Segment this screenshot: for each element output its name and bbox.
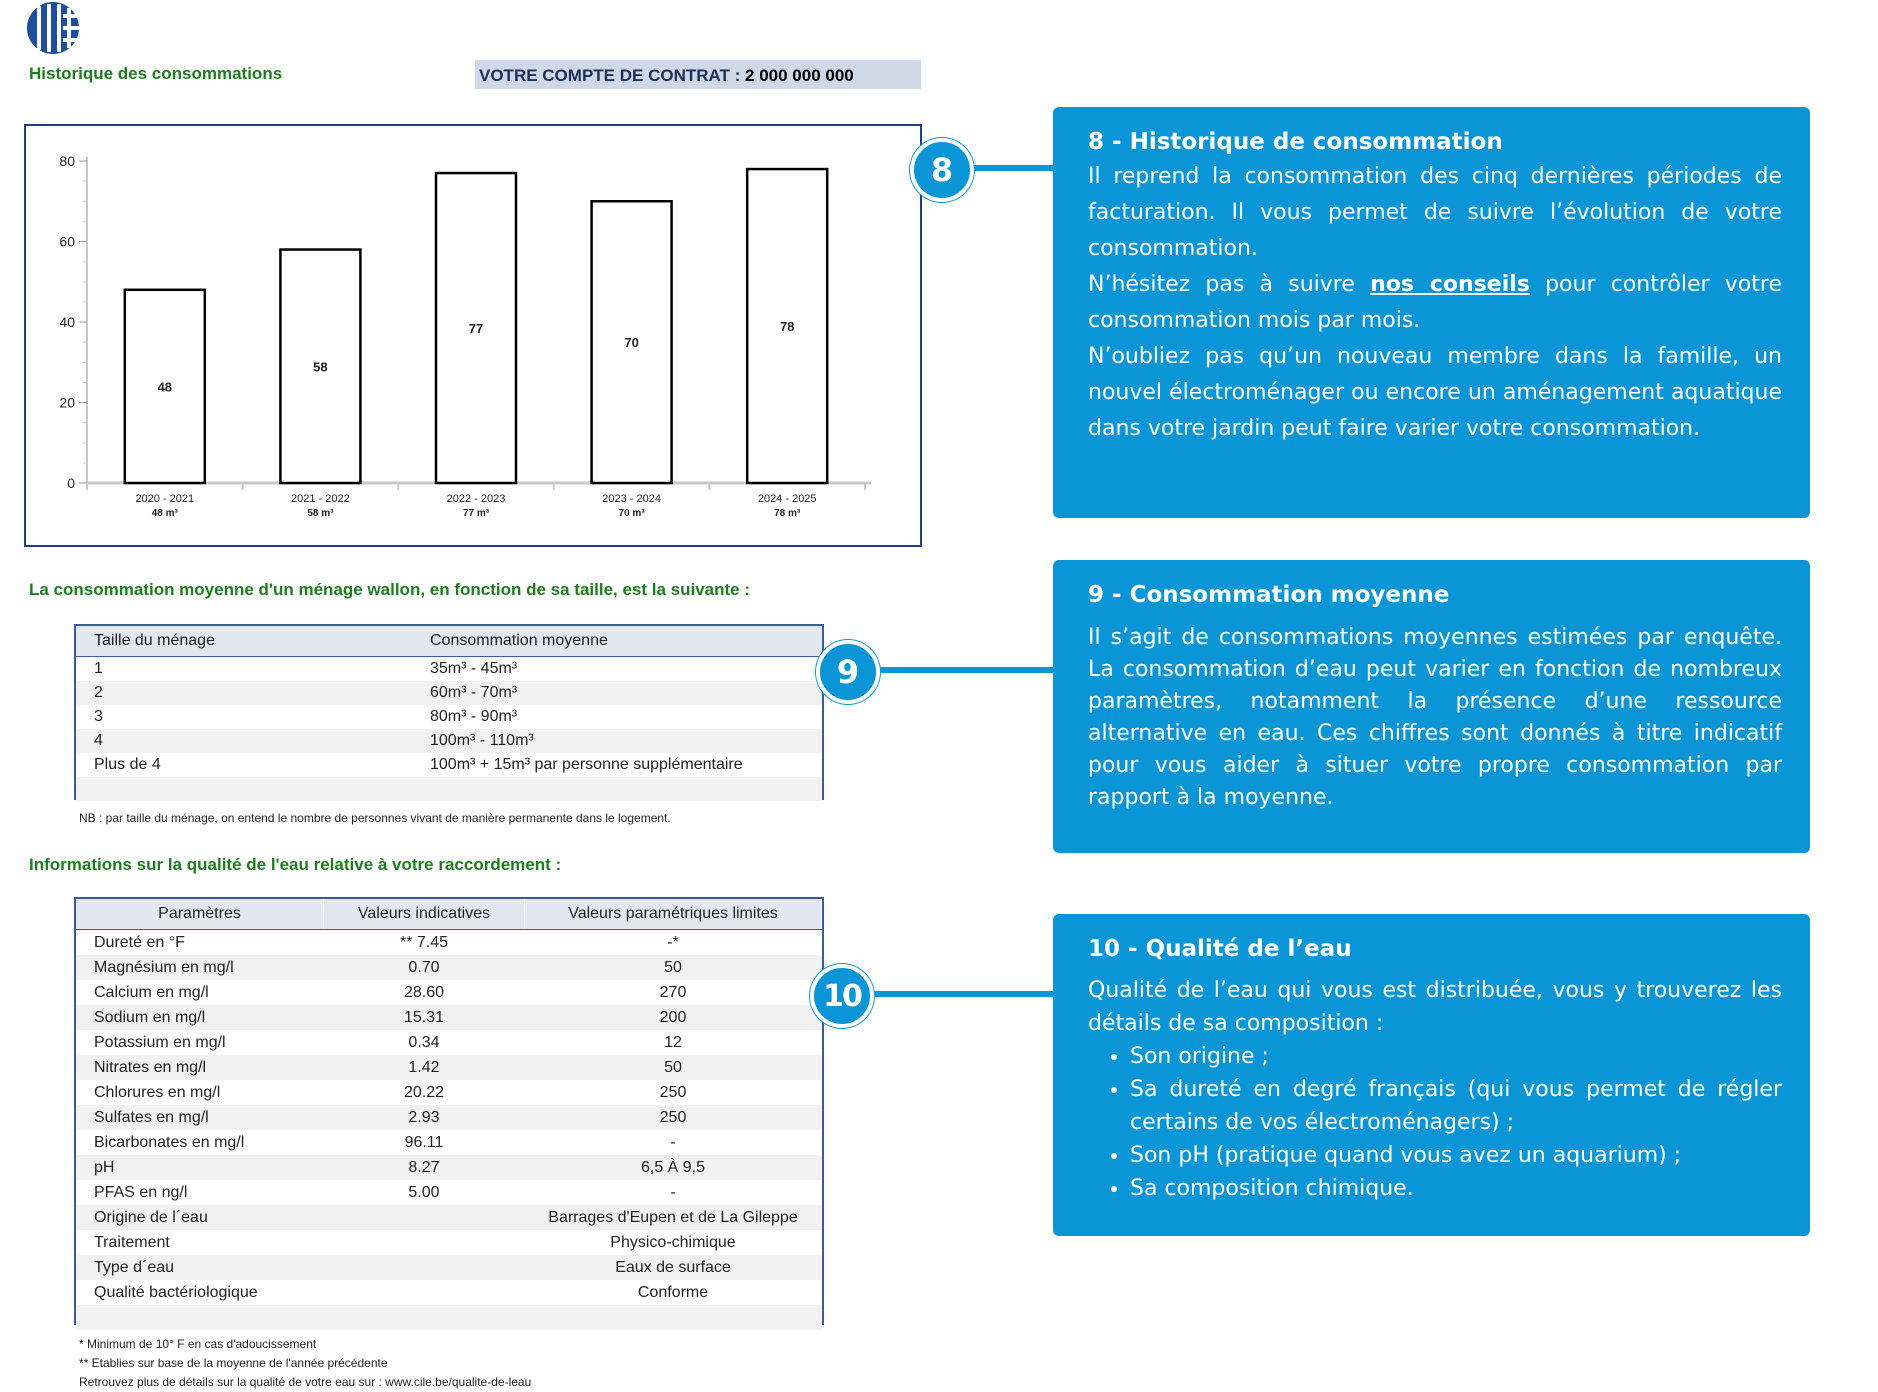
callout-8-p2-after: pour contrôler votre consommation mois par mois. [1088,272,1782,333]
x-tick-label: 2022 - 2023 [446,493,506,505]
quality-indicative-cell: 15.31 [324,1005,525,1030]
connector-10 [865,991,1055,997]
household-size-cell: Plus de 4 [94,756,161,773]
quality-intro: Informations sur la qualité de l'eau relative à votre raccordement : [29,855,562,874]
connector-9 [870,667,1055,673]
household-note: NB : par taille du ménage, on entend le nombre de personnes vivant de manière permanente dans le logement. [79,811,671,825]
callout-8-p2 [1088,267,1782,339]
quality-indicative-cell [324,1280,525,1305]
x-tick-sublabel: 58 m³ [307,508,334,519]
history-title: Historique des consommations [29,64,283,83]
quality-parameter-cell: Chlorures en mg/l [94,1083,221,1101]
y-tick-label: 0 [67,475,75,491]
quality-limit-cell: Barrages d'Eupen et de La Gileppe [525,1205,822,1230]
quality-parameter-cell: Qualité bactériologique [94,1283,258,1301]
quality-parameter-cell: Type d´eau [76,1255,324,1280]
callout-10-item: • Son origine ; [1130,1040,1782,1073]
quality-limit-cell: - [670,1183,676,1201]
bar-data-label: 78 [779,319,795,335]
quality-indicative-cell [324,1205,525,1230]
household-consumption-cell: 100m³ - 110m³ [412,729,822,753]
quality-indicative-cell: 1.42 [324,1055,525,1080]
quality-indicative-cell: 5.00 [408,1183,440,1201]
quality-parameter-cell: Sodium en mg/l [76,1005,324,1030]
quality-indicative-cell [324,1230,525,1255]
quality-header-limit: Valeurs paramétriques limites [525,899,822,930]
x-tick-label: 2021 - 2022 [291,493,350,505]
quality-row [76,1280,822,1305]
household-row [76,705,822,729]
quality-parameter-cell: Sulfates en mg/l [76,1105,324,1130]
household-header-consumption: Consommation moyenne [412,626,822,657]
y-tick-label: 80 [59,153,75,169]
household-consumption-cell: 35m³ - 45m³ [430,660,518,677]
quality-header-indicative: Valeurs indicatives [324,899,525,930]
quality-indicative-cell: 0.34 [408,1033,440,1051]
callout-10-item: • Sa dureté en degré français (qui vous permet de régler certains de vos électroménagers) ; [1130,1073,1782,1139]
quality-limit-cell: 50 [525,955,822,980]
contract-number: 2 000 000 000 [745,66,854,85]
callout-9 [1053,560,1810,853]
y-tick-label: 40 [59,314,75,330]
quality-parameter-cell: Origine de l´eau [76,1205,324,1230]
callout-10-p1: Qualité de l’eau qui vous est distribuée, vous y trouverez les détails de sa composition : [1088,978,1782,1036]
callout-8-p2-before: N’hésitez pas à suivre [1088,272,1371,297]
x-tick-sublabel: 78 m³ [774,508,801,519]
quality-limit-cell: Physico-chimique [610,1233,736,1251]
quality-row [76,1305,822,1330]
callout-8-p3: N’oubliez pas qu’un nouveau membre dans la famille, un nouvel électroménager ou encore un aménagement aquatique dans votre jardin peut faire varier votre consommation. [1088,344,1782,441]
household-size-cell: 1 [94,660,103,677]
quality-row [76,1230,822,1255]
quality-limit-cell: - [670,1133,676,1151]
callout-9-title: 9 - Consommation moyenne [1088,582,1450,608]
quality-parameter-cell: Potassium en mg/l [94,1033,226,1051]
quality-indicative-cell: ** 7.45 [399,933,449,951]
callout-10-title: 10 - Qualité de l’eau [1088,936,1352,962]
quality-parameter-cell: pH [76,1155,324,1180]
household-row [76,753,822,777]
callout-9-p1: Il s’agit de consommations moyennes estimées par enquête. La consommation d’eau peut varier en fonction de nombreux paramètres, notamment la présence d’une ressource alternative en eau. Ces chiffres sont donnés à titre indicatif pour vous aider à situer votre propre consommation par rapport à la moyenne. [1088,625,1782,810]
x-tick-sublabel: 70 m³ [618,508,645,519]
quality-row [76,1205,822,1230]
quality-limit-cell: 6,5 À 9,5 [525,1155,822,1180]
bar-data-label: 48 [157,379,173,395]
quality-row [76,1055,822,1080]
household-row [76,729,822,753]
quality-limit-cell [525,1305,822,1330]
y-tick-label: 20 [59,394,75,411]
quality-parameter-cell: Nitrates en mg/l [76,1055,324,1080]
quality-indicative-cell: 8.27 [324,1155,525,1180]
quality-table [74,897,824,1325]
x-tick-label: 2023 - 2024 [602,493,661,505]
quality-indicative-cell: 28.60 [403,983,445,1001]
callout-10-item: • Sa composition chimique. [1130,1172,1782,1205]
quality-notes [79,1335,531,1392]
household-consumption-cell [412,777,822,801]
callout-8 [1053,107,1810,518]
callout-10-list [1088,1040,1782,1205]
quality-indicative-cell [324,1255,525,1280]
household-size-cell: 2 [76,681,412,705]
quality-limit-cell: 200 [525,1005,822,1030]
quality-indicative-cell: 20.22 [403,1083,445,1101]
quality-parameter-cell: Traitement [94,1233,170,1251]
household-size-cell [76,777,412,801]
household-table [74,624,824,800]
household-size-cell: 4 [76,729,412,753]
quality-row [76,1105,822,1130]
badge-10: 10 [810,964,874,1028]
callout-10-item: • Son pH (pratique quand vous avez un aquarium) ; [1130,1139,1782,1172]
quality-parameter-cell: Magnésium en mg/l [76,955,324,980]
callout-8-title: 8 - Historique de consommation [1088,129,1503,155]
household-size-cell: 3 [94,708,103,725]
callout-8-p1: Il reprend la consommation des cinq dernières périodes de facturation. Il vous permet de suivre l’évolution de votre consommation. [1088,164,1782,261]
household-row [76,681,822,705]
household-header-size: Taille du ménage [76,626,412,657]
quality-note-2: ** Etablies sur base de la moyenne de l'année précédente [79,1356,388,1370]
x-tick-sublabel: 48 m³ [151,508,178,519]
contract-label: VOTRE COMPTE DE CONTRAT : [479,66,741,85]
quality-row [76,955,822,980]
badge-8: 8 [910,138,974,202]
quality-parameter-cell: Bicarbonates en mg/l [94,1133,245,1151]
household-consumption-cell: 60m³ - 70m³ [412,681,822,705]
quality-limit-cell: 250 [659,1083,687,1101]
quality-row [76,1155,822,1180]
quality-limit-cell: 270 [659,983,687,1001]
y-tick-label: 60 [59,233,75,250]
household-consumption-cell: 80m³ - 90m³ [430,708,518,725]
quality-row [76,1005,822,1030]
quality-row [76,1080,822,1105]
household-consumption-cell: 100m³ + 15m³ par personne supplémentaire [430,756,743,773]
quality-row [76,930,822,956]
x-tick-label: 2024 - 2025 [757,493,817,505]
quality-row [76,1180,822,1205]
bar-data-label: 77 [468,321,484,337]
quality-limit-cell: -* [667,933,679,951]
quality-limit-cell: 12 [664,1033,682,1051]
quality-parameter-cell: PFAS en ng/l [94,1183,188,1201]
quality-row [76,1030,822,1055]
household-intro: La consommation moyenne d'un ménage wallon, en fonction de sa taille, est la suivante : [29,580,751,599]
quality-row [76,1130,822,1155]
quality-indicative-cell: 2.93 [324,1105,525,1130]
connector-8 [965,165,1055,171]
quality-indicative-cell: 0.70 [324,955,525,980]
badge-9: 9 [816,640,880,704]
quality-note-1: * Minimum de 10° F en cas d'adoucissement [79,1337,317,1351]
consumption-chart [24,124,922,547]
quality-limit-cell: Eaux de surface [525,1255,822,1280]
household-row [76,657,822,682]
quality-note-3: Retrouvez plus de détails sur la qualité de votre eau sur : www.cile.be/qualite-de-leau [79,1375,532,1389]
quality-parameter-cell: Dureté en °F [94,933,185,951]
quality-parameter-cell: Calcium en mg/l [94,983,209,1001]
quality-limit-cell: 50 [525,1055,822,1080]
tips-link[interactable]: nos conseils [1370,272,1530,297]
quality-row [76,1255,822,1280]
bar-data-label: 70 [624,335,639,351]
bar-data-label: 58 [313,359,328,375]
household-row [76,777,822,801]
chart-svg [26,126,920,545]
callout-10 [1053,914,1810,1236]
quality-parameter-cell [76,1305,324,1330]
cile-logo [25,0,83,56]
quality-indicative-cell: 96.11 [404,1133,444,1151]
quality-indicative-cell [324,1305,525,1330]
quality-limit-cell: Conforme [637,1283,709,1301]
x-tick-label: 2020 - 2021 [135,493,195,505]
quality-row [76,980,822,1005]
quality-limit-cell: 250 [525,1105,822,1130]
contract-account [475,60,921,89]
quality-header-parameter: Paramètres [76,899,324,930]
x-tick-sublabel: 77 m³ [462,508,490,519]
